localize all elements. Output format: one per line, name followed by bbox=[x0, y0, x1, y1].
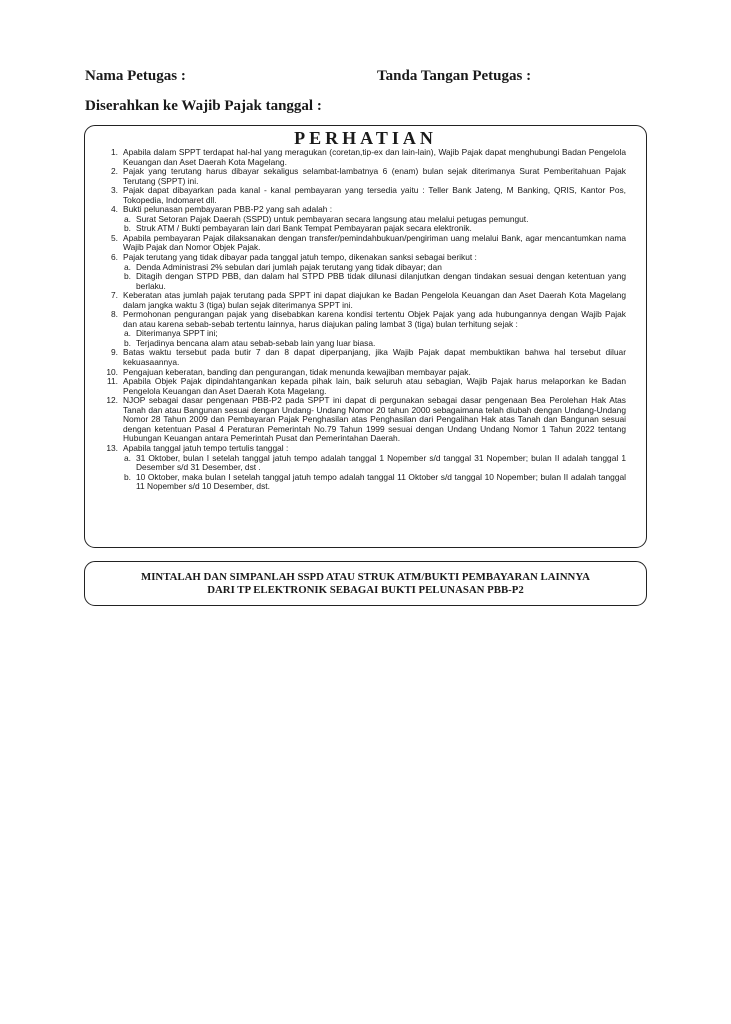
perhatian-item-number: 2. bbox=[111, 166, 118, 177]
perhatian-item-text: Apabila pembayaran Pajak dilaksanakan dengan transfer/pemindahbukuan/pengiriman uang melalui Bank, agar mencantumkan nama Wajib Pajak dan Nomor Objek Pajak. bbox=[123, 232, 626, 253]
perhatian-item-text: Pajak yang terutang harus dibayar sekaligus selambat-lambatnya 6 (enam) bulan sejak diterimanya Surat Pemberitahuan Pajak Terutang (SPPT) ini. bbox=[123, 166, 626, 186]
perhatian-item-number: 12. bbox=[106, 395, 118, 406]
perhatian-item-number: 11. bbox=[106, 376, 118, 387]
diserahkan-label: Diserahkan ke Wajib Pajak tanggal : bbox=[85, 98, 322, 114]
perhatian-item bbox=[85, 377, 626, 396]
perhatian-subitem-letter: a. bbox=[124, 452, 131, 463]
perhatian-item-text: Apabila Objek Pajak dipindahtangankan kepada pihak lain, baik seluruh atau sebagian, Wajib Pajak harus melaporkan ke Badan Pengelola Keuangan dan Aset Daerah Kota Magelang. bbox=[123, 376, 626, 396]
perhatian-item-number: 13. bbox=[106, 442, 118, 453]
perhatian-item bbox=[85, 348, 626, 367]
perhatian-subitem-text: Surat Setoran Pajak Daerah (SSPD) untuk pembayaran secara langsung atau melalui petugas pemungut. bbox=[136, 213, 529, 224]
perhatian-item-number: 8. bbox=[111, 309, 118, 320]
perhatian-item-text: Pajak terutang yang tidak dibayar pada tanggal jatuh tempo, dikenakan sanksi sebagai berikut : bbox=[123, 252, 477, 263]
perhatian-item-number: 4. bbox=[111, 204, 118, 215]
perhatian-item-number: 1. bbox=[111, 147, 118, 157]
perhatian-subitem-text: 10 Oktober, maka bulan I setelah tanggal jatuh tempo adalah tanggal 11 Oktober s/d tanggal 10 Nopember; bulan II adalah tanggal 11 Nopember s/d 10 Desember, dst. bbox=[136, 471, 626, 492]
tanda-tangan-petugas-label: Tanda Tangan Petugas : bbox=[377, 68, 532, 84]
perhatian-item-text: Batas waktu tersebut pada butir 7 dan 8 dapat diperpanjang, jika Wajib Pajak dapat membuktikan bahwa hal tersebut diluar kekuasaannya. bbox=[123, 347, 626, 368]
perhatian-item bbox=[85, 396, 626, 444]
perhatian-subitem bbox=[85, 454, 626, 473]
perhatian-subitem-letter: a. bbox=[124, 328, 131, 339]
perhatian-item-text: Keberatan atas jumlah pajak terutang pada SPPT ini dapat diajukan ke Badan Pengelola Keuangan dan Aset Daerah Kota Magelang dalam jangka waktu 3 (tiga) bulan sejak diterimanya SPPT ini. bbox=[123, 290, 626, 310]
perhatian-item bbox=[85, 167, 626, 186]
perhatian-subitem-letter: a. bbox=[124, 261, 131, 272]
perhatian-subitem-letter: a. bbox=[124, 213, 131, 224]
perhatian-item bbox=[85, 148, 626, 167]
perhatian-item-text: NJOP sebagai dasar pengenaan PBB-P2 pada SPPT ini dapat di pergunakan sebagai dasar pengenaan Bea Perolehan Hak Atas Tanah dan atau Bangunan sesuai dengan Undang- Undang Nomor 20 tahun 2000 sebagaimana telah diubah dengan Undang-Undang Nomor 28 Tahun 2009 dan Pembayaran Pajak Penghasilan atas Penghasilan dari Pengalihan Hak atas Tanah dan Bangunan sesuai dengan ketentuan Pasal 4 Peraturan Pemerintah No.79 Tahun 1999 sesuai dengan Undang Undang Nomor 1 Tahun 2022 tentang Hubungan Keuangan antara Pemerintah Pusat dan Pemerintahan Daerah. bbox=[123, 395, 626, 444]
perhatian-subitem bbox=[85, 272, 626, 291]
perhatian-subitem bbox=[85, 473, 626, 492]
perhatian-item-text: Pengajuan keberatan, banding dan pengurangan, tidak menunda kewajiban membayar pajak. bbox=[123, 366, 471, 377]
perhatian-item-text: Apabila tanggal jatuh tempo tertulis tanggal : bbox=[123, 442, 289, 453]
footer-notice-line-1: MINTALAH DAN SIMPANLAH SSPD ATAU STRUK ATM/BUKTI PEMBAYARAN LAINNYA bbox=[141, 571, 590, 583]
perhatian-item-number: 5. bbox=[111, 232, 118, 243]
perhatian-item-number: 10. bbox=[106, 366, 118, 377]
perhatian-item bbox=[85, 186, 626, 205]
perhatian-item-text: Pajak dapat dibayarkan pada kanal - kanal pembayaran yang tersedia yaitu : Teller Bank Jateng, M Banking, QRIS, Kantor Pos, Tokopedia, Indomaret dll. bbox=[123, 185, 626, 205]
perhatian-subitem-letter: b. bbox=[124, 471, 131, 482]
perhatian-item-text: Permohonan pengurangan pajak yang disebabkan karena kondisi tertentu Objek Pajak yang ada hubungannya dengan Wajib Pajak dan atau karena sebab-sebab tertentu lainnya, harus diajukan paling lambat 3 (tiga) bulan terhitung sejak : bbox=[123, 309, 626, 329]
perhatian-subitem-letter: b. bbox=[124, 223, 131, 234]
perhatian-item bbox=[85, 291, 626, 310]
perhatian-subitem-text: Ditagih dengan STPD PBB, dan dalam hal STPD PBB tidak dilunasi dilanjutkan dengan tindakan sesuai dengan ketentuan yang berlaku. bbox=[136, 271, 626, 291]
perhatian-subitem-text: Terjadinya bencana alam atau sebab-sebab lain yang luar biasa. bbox=[136, 337, 376, 348]
perhatian-item-text: Apabila dalam SPPT terdapat hal-hal yang meragukan (coretan,tip-ex dan lain-lain), Wajib Pajak dapat menghubungi Badan Pengelola Keuangan dan Aset Daerah Kota Magelang. bbox=[123, 147, 626, 167]
nama-petugas-label: Nama Petugas : bbox=[85, 68, 186, 84]
footer-notice-box bbox=[84, 561, 647, 606]
perhatian-item-text: Bukti pelunasan pembayaran PBB-P2 yang sah adalah : bbox=[123, 204, 333, 215]
perhatian-title: PERHATIAN bbox=[294, 128, 437, 148]
perhatian-subitem-text: 31 Oktober, bulan I setelah tanggal jatuh tempo adalah tanggal 1 Nopember s/d tanggal 31 Nopember; bulan II adalah tanggal 1 Desember s/d 31 Desember, dst . bbox=[136, 452, 626, 473]
perhatian-item-number: 9. bbox=[111, 347, 118, 358]
perhatian-subitem-letter: b. bbox=[124, 271, 131, 282]
perhatian-subitem-text: Denda Administrasi 2% sebulan dari jumlah pajak terutang yang tidak dibayar; dan bbox=[136, 261, 442, 272]
perhatian-item-number: 3. bbox=[111, 185, 118, 196]
perhatian-item-number: 7. bbox=[111, 290, 118, 301]
perhatian-subitem-text: Struk ATM / Bukti pembayaran lain dari Bank Tempat Pembayaran pajak secara elektronik. bbox=[136, 223, 472, 234]
perhatian-box bbox=[84, 125, 647, 548]
perhatian-item bbox=[85, 234, 626, 253]
perhatian-subitem-text: Diterimanya SPPT ini; bbox=[136, 328, 218, 339]
perhatian-list bbox=[85, 148, 646, 492]
perhatian-subitem-letter: b. bbox=[124, 337, 131, 348]
footer-notice-line-2: DARI TP ELEKTRONIK SEBAGAI BUKTI PELUNASAN PBB-P2 bbox=[207, 584, 524, 596]
perhatian-item bbox=[85, 310, 626, 329]
perhatian-item-number: 6. bbox=[111, 252, 118, 263]
